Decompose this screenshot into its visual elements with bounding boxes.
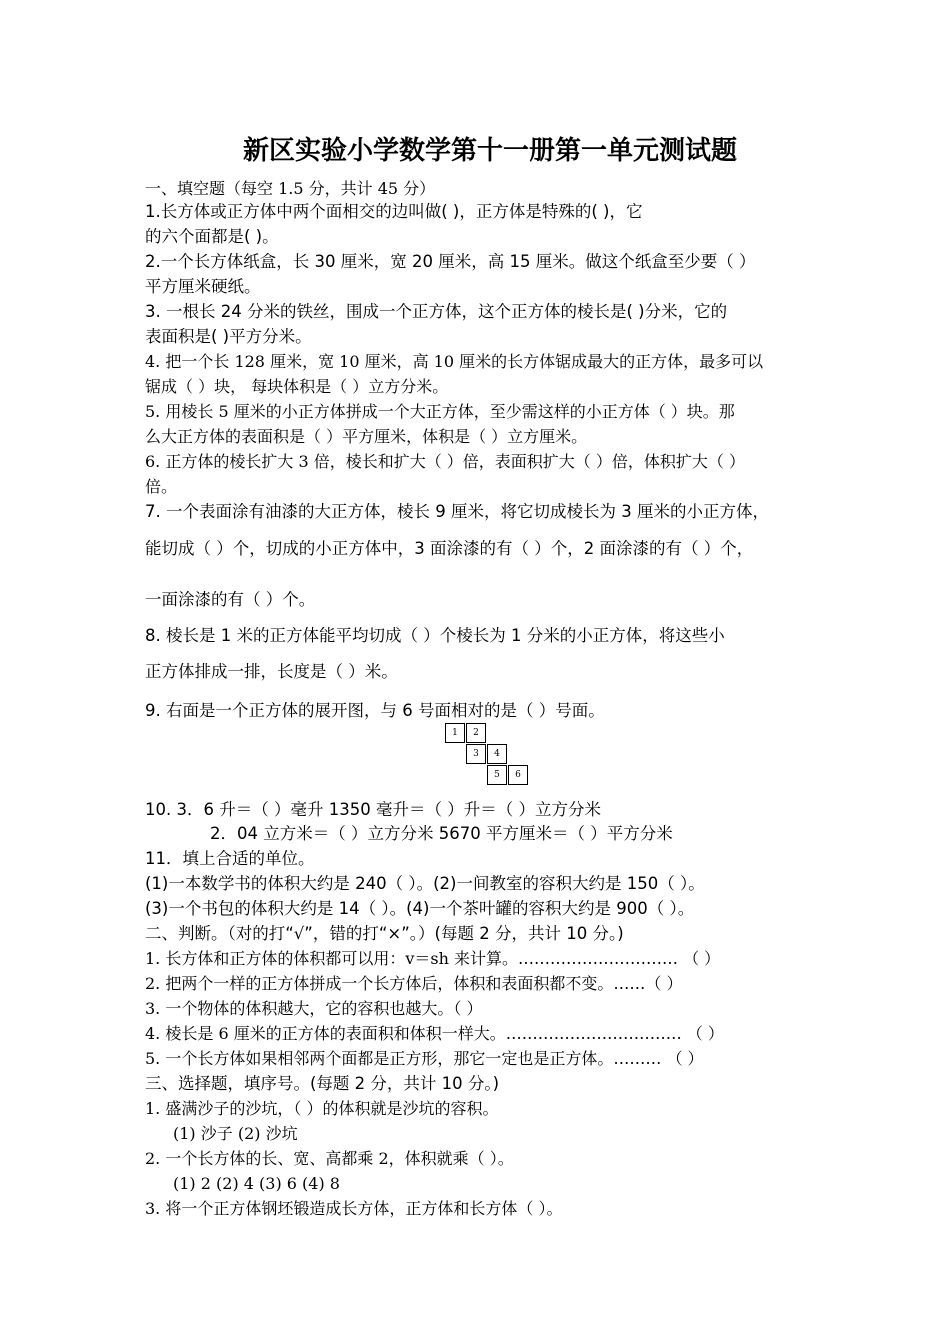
q3-line1: 3. 一根长 24 分米的铁丝，围成一个正方体，这个正方体的棱长是( )分米，它的: [145, 302, 728, 321]
q2-line2: 平方厘米硬纸。: [145, 277, 261, 296]
q8-line1: 8. 棱长是 1 米的正方体能平均切成（ ）个棱长为 1 分米的小正方体，将这些小: [145, 626, 725, 645]
judge-item-2: 2. 把两个一样的正方体拼成一个长方体后，体积和表面积都不变。……（ ）: [145, 974, 683, 993]
judge-item-4: 4. 棱长是 6 厘米的正方体的表面积和体积一样大。…………………………… （ ）: [145, 1024, 724, 1043]
net-face-1: 1: [445, 723, 465, 743]
choice-q3: 3. 将一个正方体钢坯锻造成长方体，正方体和长方体（ ）。: [145, 1199, 563, 1218]
section1-heading: 一、填空题（每空 1.5 分，共计 45 分）: [145, 179, 436, 198]
q7-line1: 7. 一个表面涂有油漆的大正方体，棱长 9 厘米，将它切成棱长为 3 厘米的小正方体，: [145, 502, 769, 521]
page-title: 新区实验小学数学第十一册第一单元测试题: [242, 136, 737, 166]
q6-line2: 倍。: [145, 477, 178, 496]
net-face-3: 3: [466, 744, 486, 764]
q9-line: 9. 右面是一个正方体的展开图，与 6 号面相对的是（ ）号面。: [145, 701, 605, 720]
q5-line1: 5. 用棱长 5 厘米的小正方体拼成一个大正方体，至少需这样的小正方体（ ）块。那: [145, 402, 735, 421]
choice-q1-options: (1) 沙子 (2) 沙坑: [173, 1124, 298, 1143]
q2-line1: 2.一个长方体纸盒，长 30 厘米，宽 20 厘米，高 15 厘米。做这个纸盒至少要（ ）: [145, 252, 756, 271]
q3-line2: 表面积是( )平方分米。: [145, 327, 312, 346]
section2-heading: 二、判断。（对的打“√”，错的打“×”。）(每题 2 分，共计 10 分。): [145, 924, 624, 943]
cube-net-diagram: [445, 723, 533, 787]
q5-line2: 么大正方体的表面积是（ ）平方厘米，体积是（ ）立方厘米。: [145, 427, 588, 446]
q1-line2: 的六个面都是( )。: [145, 227, 279, 246]
q10-line2: 2．04 立方米＝（ ）立方分米 5670 平方厘米＝（ ）平方分米: [210, 824, 673, 843]
judge-item-3: 3. 一个物体的体积越大，它的容积也越大。（ ）: [145, 999, 483, 1018]
judge-item-1: 1. 长方体和正方体的体积都可以用：v＝sh 来计算。………………………… （ ）: [145, 949, 721, 968]
net-face-4: 4: [487, 744, 507, 764]
q7-line2: 能切成（ ）个，切成的小正方体中，3 面涂漆的有（ ）个，2 面涂漆的有（ ）个，: [145, 539, 754, 558]
q6-line1: 6. 正方体的棱长扩大 3 倍，棱长和扩大（ ）倍，表面积扩大（ ）倍，体积扩大（ ）: [145, 452, 745, 471]
section3-heading: 三、选择题，填序号。(每题 2 分，共计 10 分。): [145, 1074, 500, 1093]
net-face-2: 2: [466, 723, 486, 743]
q4-line2: 锯成（ ）块， 每块体积是（ ）立方分米。: [145, 377, 449, 396]
q4-line1: 4. 把一个长 128 厘米，宽 10 厘米，高 10 厘米的长方体锯成最大的正方体，最多可以: [145, 352, 764, 371]
q7-line3: 一面涂漆的有（ ）个。: [145, 590, 316, 609]
choice-q1: 1. 盛满沙子的沙坑，（ ）的体积就是沙坑的容积。: [145, 1099, 499, 1118]
net-face-5: 5: [487, 765, 507, 785]
q11-line2: (1)一本数学书的体积大约是 240（ ）。(2)一间教室的容积大约是 150（ ）。: [145, 874, 705, 893]
q11-line1: 11．填上合适的单位。: [145, 849, 315, 868]
judge-item-5: 5. 一个长方体如果相邻两个面都是正方形，那它一定也是正方体。……… （ ）: [145, 1049, 704, 1068]
q1-line1: 1.长方体或正方体中两个面相交的边叫做( )，正方体是特殊的( )，它: [145, 202, 643, 221]
net-face-6: 6: [508, 765, 528, 785]
choice-q2: 2. 一个长方体的长、宽、高都乘 2，体积就乘（ ）。: [145, 1149, 514, 1168]
q8-line2: 正方体排成一排，长度是（ ）米。: [145, 662, 398, 681]
q11-line3: (3)一个书包的体积大约是 14（ ）。(4)一个茶叶罐的容积大约是 900（ ）。: [145, 899, 695, 918]
choice-q2-options: (1) 2 (2) 4 (3) 6 (4) 8: [173, 1174, 340, 1193]
q10-line1: 10. 3．6 升＝（ ）毫升 1350 毫升＝（ ）升＝（ ）立方分米: [145, 800, 601, 819]
